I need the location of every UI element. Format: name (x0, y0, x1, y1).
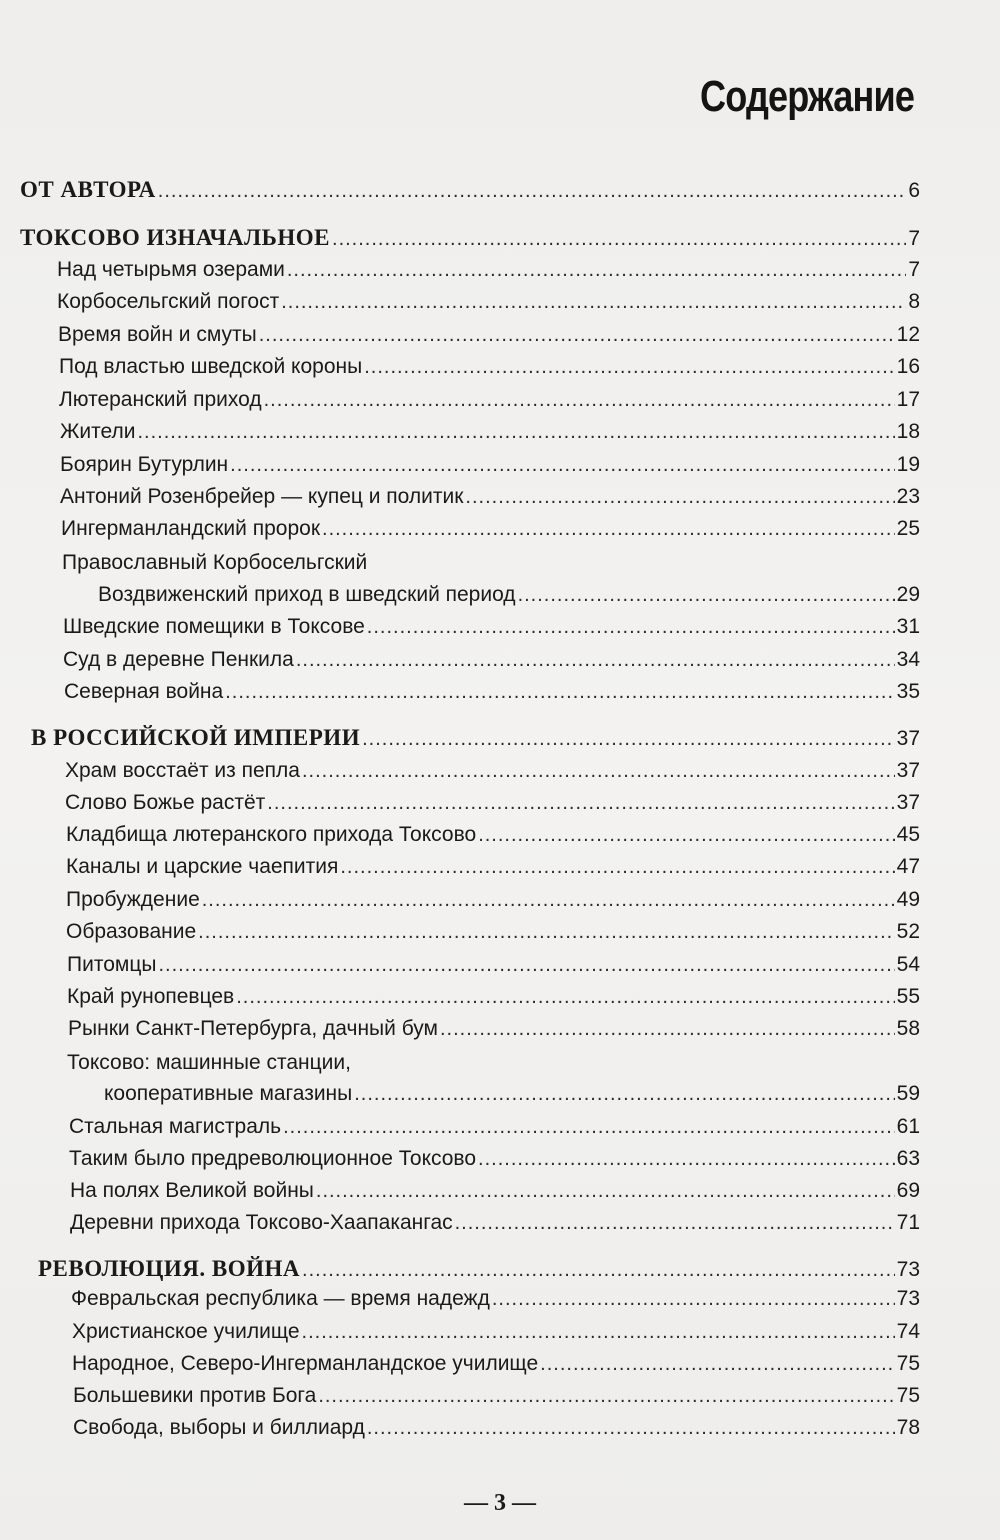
page-number: 6 (908, 179, 920, 202)
section-title: РЕВОЛЮЦИЯ. ВОЙНА (38, 1256, 301, 1281)
toc-entry (70, 1179, 920, 1203)
page-number: 73 (896, 1258, 920, 1281)
toc-entry (72, 1320, 920, 1344)
dot-leader (455, 1212, 895, 1235)
entry-title: Кладбища лютеранского прихода Токсово (66, 823, 477, 846)
toc-section-heading (20, 225, 920, 251)
toc-entry (65, 791, 920, 815)
page-number: 37 (896, 727, 920, 750)
section-title: ТОКСОВО ИЗНАЧАЛЬНОЕ (20, 225, 331, 250)
dot-leader (364, 356, 894, 379)
dot-leader (296, 649, 895, 672)
toc-entry (71, 1287, 920, 1311)
section-title: ОТ АВТОРА (20, 177, 156, 202)
page-number-footer: — 3 — (464, 1490, 536, 1516)
entry-title-line1: Православный Корбосельгский (62, 551, 368, 574)
page-number: 71 (896, 1211, 920, 1234)
dot-leader (518, 584, 895, 607)
page-number: 63 (896, 1147, 920, 1170)
dot-leader (540, 1353, 894, 1376)
page-number: 29 (896, 583, 920, 606)
dot-leader (158, 180, 907, 203)
page-title: Содержание (699, 72, 914, 121)
dot-leader (198, 921, 894, 944)
entry-title: На полях Великой войны (70, 1179, 314, 1202)
toc-entry (64, 680, 920, 704)
dot-leader (225, 681, 894, 704)
page-number: 12 (896, 323, 920, 346)
entry-title: Каналы и царские чаепития (66, 855, 339, 878)
toc-entry (66, 920, 920, 944)
toc-entry (73, 1416, 920, 1440)
dot-leader (340, 856, 894, 879)
page-number: 78 (896, 1416, 920, 1439)
entry-title: Ингерманландский пророк (61, 517, 321, 540)
dot-leader (440, 1018, 895, 1041)
page-number: 47 (896, 855, 920, 878)
entry-title: Антоний Розенбрейер — купец и политик (60, 485, 464, 508)
page-number: 17 (896, 388, 920, 411)
entry-title: Корбосельгский погост (57, 290, 280, 313)
page-number: 61 (896, 1115, 920, 1138)
page-number: 37 (896, 759, 920, 782)
dot-leader (302, 1259, 895, 1282)
dot-leader (264, 389, 895, 412)
toc-entry (57, 258, 920, 282)
entry-title: Стальная магистраль (69, 1115, 282, 1138)
toc-entry (59, 388, 920, 412)
page-number: 55 (896, 985, 920, 1008)
dot-leader (478, 824, 894, 847)
toc-entry (68, 1017, 920, 1041)
dot-leader (202, 889, 895, 912)
entry-title: Христианское училище (72, 1320, 300, 1343)
toc-entry (67, 985, 920, 1009)
entry-title: Над четырьмя озерами (57, 258, 285, 281)
entry-title: Таким было предреволюционное Токсово (69, 1147, 477, 1170)
dot-leader (318, 1385, 894, 1408)
entry-title: Деревни прихода Токсово-Хаапакангас (70, 1211, 453, 1234)
toc-entry (67, 953, 920, 977)
dot-leader (316, 1180, 895, 1203)
toc-entry (60, 485, 920, 509)
toc-entry (66, 855, 920, 879)
page-number: 73 (896, 1287, 920, 1310)
entry-title: кооперативные магазины (104, 1082, 353, 1105)
entry-title: Пробуждение (66, 888, 200, 911)
toc-entry (65, 759, 920, 783)
dot-leader (332, 228, 906, 251)
toc-entry (69, 1147, 920, 1171)
page-number: 34 (896, 648, 920, 671)
page-number: 59 (896, 1082, 920, 1105)
dot-leader (137, 421, 894, 444)
toc-section-heading (20, 177, 920, 203)
toc-entry (73, 1384, 920, 1408)
page-number: 37 (896, 791, 920, 814)
entry-title: Слово Божье растёт (65, 791, 266, 814)
dot-leader (367, 1417, 895, 1440)
page-number: 7 (908, 227, 920, 250)
entry-title: Народное, Северо-Ингерманландское училище (72, 1352, 539, 1375)
page-number: 69 (896, 1179, 920, 1202)
page-number: 25 (896, 517, 920, 540)
dot-leader (354, 1083, 894, 1106)
toc-entry (60, 420, 920, 444)
dot-leader (367, 616, 895, 639)
page-number: 74 (896, 1320, 920, 1343)
page-number: 35 (896, 680, 920, 703)
dot-leader (362, 728, 895, 751)
entry-title: Образование (66, 920, 197, 943)
toc-entry (63, 615, 920, 639)
page-number: 75 (896, 1384, 920, 1407)
section-title: В РОССИЙСКОЙ ИМПЕРИИ (31, 725, 361, 750)
entry-title: Февральская республика — время надежд (71, 1287, 490, 1310)
entry-title: Шведские помещики в Токсове (63, 615, 365, 638)
toc-entry (70, 1211, 920, 1235)
page-number: 8 (908, 290, 920, 313)
entry-title: Время войн и смуты (58, 323, 257, 346)
dot-leader (478, 1148, 895, 1171)
entry-title: Свобода, выборы и биллиард (73, 1416, 365, 1439)
entry-title: Боярин Бутурлин (60, 453, 229, 476)
dot-leader (287, 259, 906, 282)
dot-leader (492, 1288, 895, 1311)
toc-entry (72, 1352, 920, 1376)
toc-entry (66, 888, 920, 912)
dot-leader (302, 760, 895, 783)
page-number: 52 (896, 920, 920, 943)
toc-entry (57, 290, 920, 314)
entry-title: Край рунопевцев (67, 985, 235, 1008)
toc-section-heading (38, 1256, 920, 1282)
dot-leader (267, 792, 894, 815)
page-number: 7 (908, 258, 920, 281)
page-number: 58 (896, 1017, 920, 1040)
page-number: 49 (896, 888, 920, 911)
toc-entry (59, 355, 920, 379)
entry-title: Под властью шведской короны (59, 355, 363, 378)
entry-title: Рынки Санкт-Петербурга, дачный бум (68, 1017, 438, 1040)
dot-leader (158, 954, 894, 977)
toc-entry (61, 517, 920, 541)
entry-title: Северная война (64, 680, 224, 703)
toc-entry (63, 648, 920, 672)
page-number: 18 (896, 420, 920, 443)
toc-entry (60, 453, 920, 477)
dot-leader (281, 291, 906, 314)
dot-leader (236, 986, 894, 1009)
toc-entry (66, 823, 920, 847)
dot-leader (302, 1321, 895, 1344)
page-number: 19 (896, 453, 920, 476)
entry-title: Суд в деревне Пенкила (63, 648, 294, 671)
entry-title: Питомцы (67, 953, 157, 976)
dot-leader (283, 1116, 895, 1139)
toc-entry (69, 1115, 920, 1139)
toc-entry (58, 323, 920, 347)
page-number: 54 (896, 953, 920, 976)
entry-title: Храм восстаёт из пепла (65, 759, 300, 782)
dot-leader (322, 518, 895, 541)
page-number: 45 (896, 823, 920, 846)
dot-leader (465, 486, 894, 509)
page-number: 75 (896, 1352, 920, 1375)
toc-entry (98, 583, 920, 607)
entry-title-line1: Токсово: машинные станции, (67, 1051, 351, 1074)
page-number: 23 (896, 485, 920, 508)
toc-section-heading (31, 725, 920, 751)
entry-title: Воздвиженский приход в шведский период (98, 583, 516, 606)
toc-entry (104, 1082, 920, 1106)
dot-leader (230, 454, 894, 477)
page-number: 16 (896, 355, 920, 378)
entry-title: Жители (60, 420, 136, 443)
page-number: 31 (896, 615, 920, 638)
entry-title: Лютеранский приход (59, 388, 262, 411)
dot-leader (259, 324, 895, 347)
entry-title: Большевики против Бога (73, 1384, 317, 1407)
